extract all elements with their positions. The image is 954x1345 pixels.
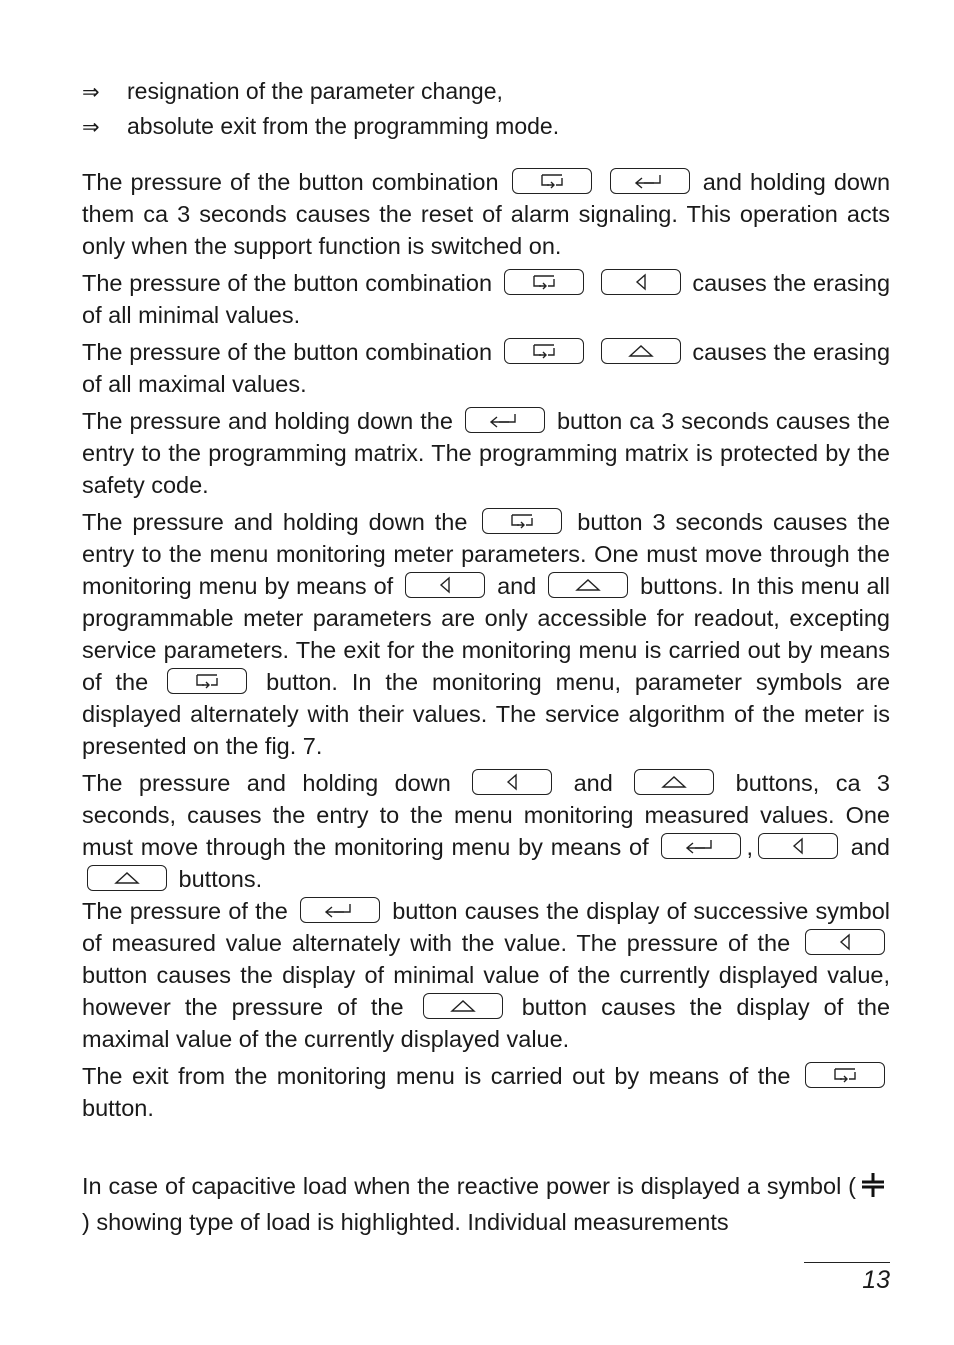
paragraph-monitoring-values: The pressure and holding down and buttons, ca 3 seconds, causes the entry to the menu monitoring measured values. One must move through the monitoring menu by means of , and buttons. — [82, 770, 891, 892]
bullet-item — [82, 109, 890, 144]
bullet-item — [82, 74, 890, 109]
paragraph-capacitive-load: In case of capacitive load when the reactive power is displayed a symbol () showing type of load is highlighted. Individual measurements — [82, 1170, 890, 1238]
enter-key-icon — [465, 407, 545, 433]
menu-key-icon — [504, 338, 584, 364]
enter-key-icon — [610, 168, 690, 194]
footer-rule — [804, 1262, 890, 1263]
left-key-icon — [805, 929, 885, 955]
menu-key-icon — [805, 1062, 885, 1088]
paragraph-programming-matrix: The pressure and holding down the button ca 3 seconds causes the entry to the programming matrix. The programming matrix is protected by the safety code. — [82, 408, 891, 498]
left-key-icon — [601, 269, 681, 295]
enter-key-icon — [300, 897, 380, 923]
capacitor-symbol-icon — [860, 1172, 886, 1206]
menu-key-icon — [512, 168, 592, 194]
implies-arrow-icon: ⇒ — [82, 115, 100, 139]
left-key-icon — [405, 572, 485, 598]
paragraph-display-values: The pressure of the button causes the display of successive symbol of measured value alternately with the value. The pressure of the button causes the display of minimal value of the currently displayed value, however the pressure of the button causes the display of the maximal value of the currently displayed value. — [82, 898, 891, 1052]
bullet-text: resignation of the parameter change, — [127, 78, 503, 104]
up-key-icon — [423, 993, 503, 1019]
up-key-icon — [634, 769, 714, 795]
page-number: 13 — [862, 1266, 890, 1294]
manual-page — [82, 74, 890, 1238]
enter-key-icon — [661, 833, 741, 859]
left-key-icon — [472, 769, 552, 795]
paragraph-erase-max: The pressure of the button combination causes the erasing of all maximal values. — [82, 339, 891, 397]
up-key-icon — [87, 865, 167, 891]
paragraph-alarm-reset: The pressure of the button combination and holding down them ca 3 seconds causes the reset of alarm signaling. This operation acts only when the support function is switched on. — [82, 169, 891, 259]
menu-key-icon — [167, 668, 247, 694]
paragraph-monitoring-parameters: The pressure and holding down the button 3 seconds causes the entry to the menu monitoring meter parameters. One must move through the monitoring menu by means of and buttons. In this menu all programmable meter parameters are only accessible for readout, excepting service parameters. The exit for the monitoring menu is carried out by means of the button. In the monitoring menu, parameter symbols are displayed alternately with their values. The service algorithm of the meter is presented on the fig. 7. — [82, 509, 891, 759]
menu-key-icon — [482, 508, 562, 534]
bullet-text: absolute exit from the programming mode. — [127, 113, 560, 139]
implies-arrow-icon: ⇒ — [82, 80, 100, 104]
menu-key-icon — [504, 269, 584, 295]
up-key-icon — [601, 338, 681, 364]
up-key-icon — [548, 572, 628, 598]
paragraph-erase-min: The pressure of the button combination causes the erasing of all minimal values. — [82, 270, 891, 328]
paragraph-exit-monitoring: The exit from the monitoring menu is carried out by means of the button. — [82, 1060, 890, 1124]
left-key-icon — [758, 833, 838, 859]
